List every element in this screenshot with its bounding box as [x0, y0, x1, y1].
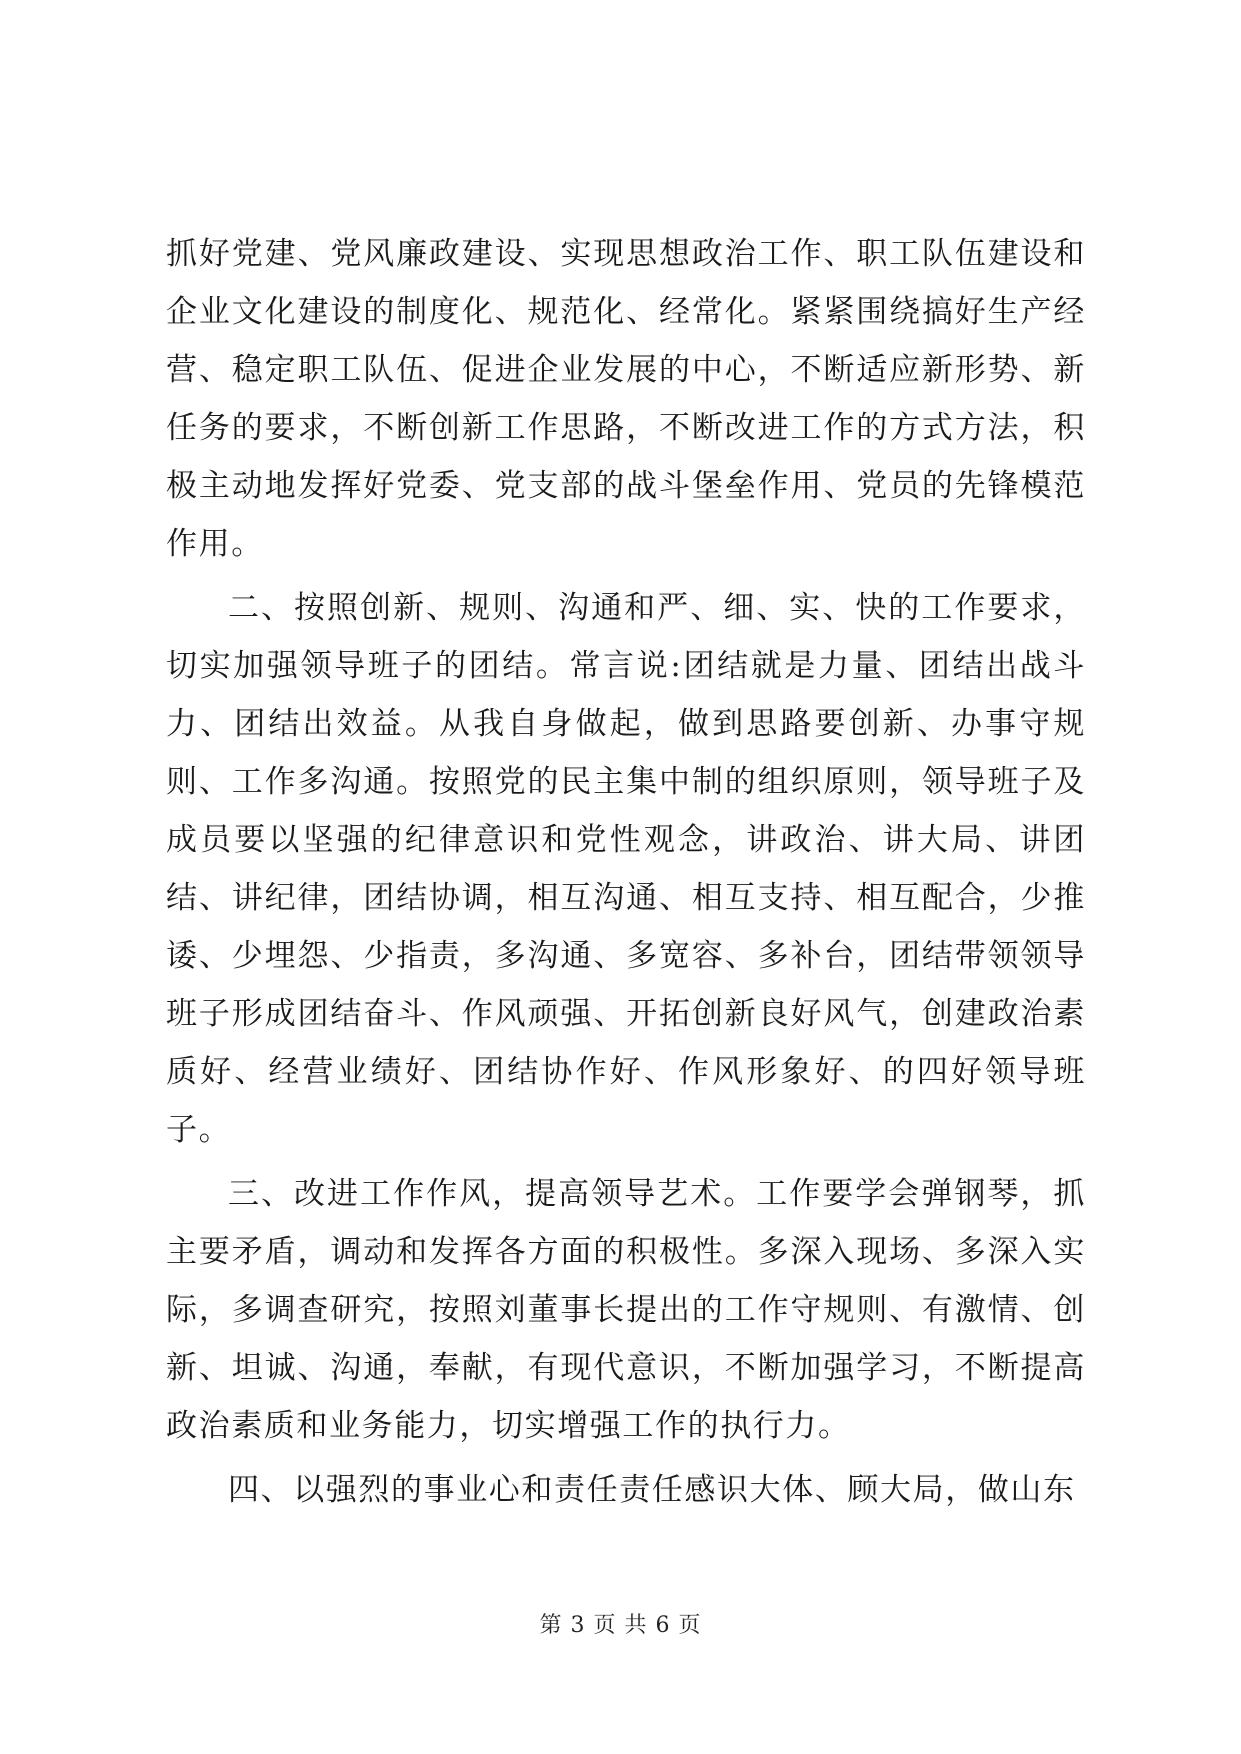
- paragraph-section-2: 二、按照创新、规则、沟通和严、细、实、快的工作要求，切实加强领导班子的团结。常言说:团结就是力量、团结出战斗力、团结出效益。从我自身做起，做到思路要创新、办事守规则、工作多沟通。按照党的民主集中制的组织原则，领导班子及成员要以坚强的纪律意识和党性观念，讲政治、讲大局、讲团结、讲纪律，团结协调，相互沟通、相互支持、相互配合，少推诿、少埋怨、少指责，多沟通、多宽容、多补台，团结带领领导班子形成团结奋斗、作风顽强、开拓创新良好风气，创建政治素质好、经营业绩好、团结协作好、作风形象好、的四好领导班子。: [166, 590, 1086, 1148]
- paragraph-section-4: 四、以强烈的事业心和责任责任感识大体、顾大局，做山东: [228, 1472, 1076, 1508]
- page-number-footer: 第 3 页 共 6 页: [539, 1613, 702, 1638]
- paragraph-section-3: 三、改进工作作风，提高领导艺术。工作要学会弹钢琴，抓主要矛盾，调动和发挥各方面的积极性。多深入现场、多深入实际，多调查研究，按照刘董事长提出的工作守规则、有激情、创新、坦诚、沟通，奉献，有现代意识，不断加强学习，不断提高政治素质和业务能力，切实增强工作的执行力。: [166, 1176, 1086, 1444]
- document-body: [166, 225, 1086, 1519]
- paragraph-continuation: 抓好党建、党风廉政建设、实现思想政治工作、职工队伍建设和企业文化建设的制度化、规范化、经常化。紧紧围绕搞好生产经营、稳定职工队伍、促进企业发展的中心，不断适应新形势、新任务的要求，不断创新工作思路，不断改进工作的方式方法，积极主动地发挥好党委、党支部的战斗堡垒作用、党员的先锋模范作用。: [166, 236, 1086, 562]
